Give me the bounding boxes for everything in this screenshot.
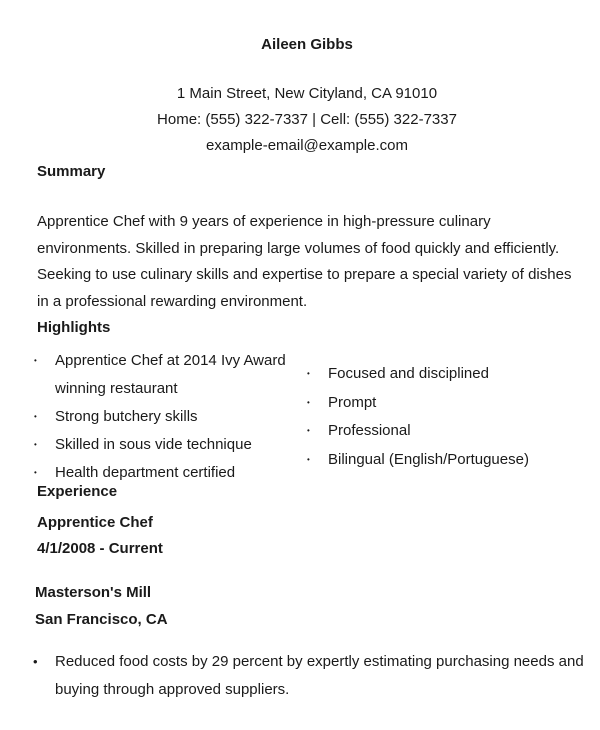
resume-name: Aileen Gibbs bbox=[261, 36, 353, 53]
list-item bbox=[307, 389, 588, 418]
bullet-icon: • bbox=[34, 440, 37, 449]
highlight-text: Skilled in sous vide technique bbox=[55, 436, 252, 453]
highlight-text: Health department certified bbox=[55, 464, 236, 481]
list-item bbox=[307, 417, 588, 446]
list-item bbox=[34, 347, 305, 403]
highlight-text: Strong butchery skills bbox=[55, 408, 198, 425]
highlights-heading: Highlights bbox=[37, 319, 111, 336]
highlight-text: Focused and disciplined bbox=[328, 365, 489, 382]
list-item bbox=[34, 431, 305, 459]
phone-line: Home: (555) 322-7337 | Cell: (555) 322-7337 bbox=[157, 111, 457, 128]
job-dates: 4/1/2008 - Current bbox=[37, 540, 163, 557]
highlight-text: Bilingual (English/Portuguese) bbox=[328, 450, 529, 468]
bullet-icon: • bbox=[34, 356, 37, 365]
bullet-icon: • bbox=[307, 369, 310, 378]
experience-bullet-text: Reduced food costs by 29 percent by expertly estimating purchasing needs and buying through approved suppliers. bbox=[55, 653, 584, 698]
bullet-icon: • bbox=[34, 468, 37, 477]
list-item bbox=[34, 403, 305, 431]
summary-heading: Summary bbox=[37, 163, 106, 180]
email-line: example-email@example.com bbox=[206, 137, 408, 154]
bullet-icon: • bbox=[34, 412, 37, 421]
highlight-text: Professional bbox=[328, 422, 411, 439]
bullet-icon: • bbox=[307, 426, 310, 435]
bullet-icon: • bbox=[33, 654, 38, 669]
list-item bbox=[33, 648, 585, 704]
highlight-text: Prompt bbox=[328, 393, 377, 411]
bullet-icon: • bbox=[307, 454, 310, 464]
address-line: 1 Main Street, New Cityland, CA 91010 bbox=[176, 85, 438, 102]
job-location: San Francisco, CA bbox=[35, 611, 168, 628]
list-item bbox=[307, 360, 588, 389]
summary-text: Apprentice Chef with 9 years of experience in high-pressure culinary environments. Skilled in preparing large volumes of food quickly and efficiently. Seeking to use culinary skills and expertise to prepare a special variety of dishes in a professional rewarding environment. bbox=[37, 213, 572, 310]
experience-heading: Experience bbox=[37, 483, 118, 500]
job-company: Masterson's Mill bbox=[35, 584, 152, 601]
experience-bullets bbox=[33, 648, 585, 704]
highlights-right-list bbox=[307, 360, 588, 474]
bullet-icon: • bbox=[307, 397, 310, 407]
highlights-left-list bbox=[34, 347, 305, 487]
highlight-text: Apprentice Chef at 2014 Ivy Award winning restaurant bbox=[55, 352, 286, 397]
job-title: Apprentice Chef bbox=[37, 514, 153, 531]
list-item bbox=[307, 446, 588, 475]
